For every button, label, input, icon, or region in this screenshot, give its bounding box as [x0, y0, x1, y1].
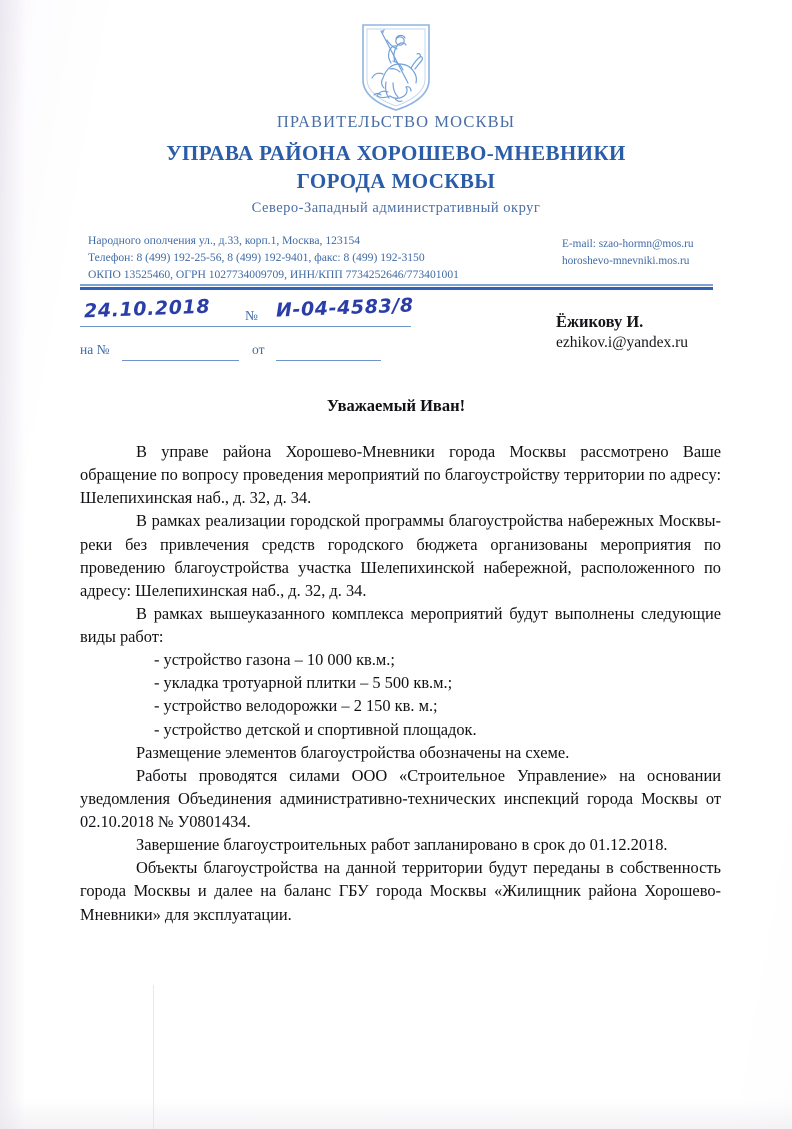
- contact-phone: Телефон: 8 (499) 192-25-56, 8 (499) 192-9401, факс: 8 (499) 192-3150: [88, 251, 425, 265]
- incoming-date-field-line[interactable]: [276, 360, 381, 361]
- reference-block: [80, 294, 500, 376]
- contact-email[interactable]: E-mail: szao-hormn@mos.ru: [562, 238, 694, 250]
- addressee-email[interactable]: ezhikov.i@yandex.ru: [556, 334, 689, 351]
- reference-row-outgoing: [80, 294, 500, 338]
- works-list-item: - устройство детской и спортивной площадок.: [154, 719, 477, 739]
- addressee-block: [556, 312, 688, 352]
- salutation: Уважаемый Иван!: [326, 396, 466, 415]
- outgoing-date-field-line[interactable]: [80, 326, 285, 327]
- district-line: Северо-Западный административный округ: [251, 200, 541, 216]
- contact-address: Народного ополчения ул., д.33, корп.1, Москва, 123154: [88, 234, 361, 247]
- outgoing-number-handwritten: И-04-4583/8: [275, 294, 415, 322]
- contact-website[interactable]: horoshevo-mnevniki.mos.ru: [562, 254, 690, 267]
- contact-registration-codes: ОКПО 13525460, ОГРН 1027734009709, ИНН/КПП 7734252646/773401001: [88, 268, 459, 282]
- works-list: [80, 648, 721, 741]
- moscow-coat-of-arms-icon: [359, 22, 433, 110]
- government-line: ПРАВИТЕЛЬСТВО МОСКВЫ: [276, 112, 516, 131]
- outgoing-date-handwritten: 24.10.2018: [83, 295, 211, 323]
- body-paragraph-7: Объекты благоустройства на данной территории будут переданы в собственность города Москвы и далее на баланс ГБУ города Москвы «Жилищник района Хорошево-Мневники» для эксплуатации.: [80, 858, 721, 924]
- body-paragraph-2: В рамках реализации городской программы благоустройства набережных Москвы-реки без привлечения средств городского бюджета организованы мероприятия по проведению благоустройства участка Шелепихинской набережной, расположенного по адресу: Шелепихинская наб., д. 32, д. 34.: [80, 511, 721, 600]
- organization-title-line-2: ГОРОДА МОСКВЫ: [296, 168, 496, 193]
- body-paragraph-5: Работы проводятся силами ООО «Строительное Управление» на основании уведомления Объединения административно-технических инспекций города Москвы от 02.10.2018 № У0801434.: [80, 765, 721, 831]
- incoming-number-label: на №: [80, 342, 110, 357]
- addressee-name: Ёжикову И.: [556, 312, 644, 331]
- body-paragraph-3: В рамках вышеуказанного комплекса мероприятий будут выполнены следующие виды работ:: [80, 603, 721, 646]
- emblem-container: [0, 22, 792, 117]
- contact-details: [88, 232, 459, 283]
- scan-edge-shadow-bottom: [0, 1099, 792, 1129]
- outgoing-number-field-line[interactable]: [266, 326, 411, 327]
- incoming-number-field-line[interactable]: [122, 360, 239, 361]
- works-list-item: - устройство велодорожки – 2 150 кв. м.;: [154, 696, 438, 716]
- incoming-date-label: от: [252, 342, 265, 357]
- organization-title-line-1: УПРАВА РАЙОНА ХОРОШЕВО-МНЕВНИКИ: [166, 141, 626, 165]
- body-paragraph-4: Размещение элементов благоустройства обозначены на схеме.: [136, 742, 570, 762]
- outgoing-number-label: №: [245, 308, 258, 323]
- header-separator-rule: [80, 284, 713, 290]
- reference-row-incoming: [80, 338, 500, 376]
- letter-body: [80, 440, 721, 926]
- organization-title: [0, 140, 792, 195]
- contact-web-details: [562, 236, 694, 270]
- works-list-item: - устройство газона – 10 000 кв.м.;: [154, 650, 395, 670]
- body-paragraph-6: Завершение благоустроительных работ запланировано в срок до 01.12.2018.: [136, 835, 668, 855]
- body-paragraph-1: В управе района Хорошево-Мневники города Москвы рассмотрено Ваше обращение по вопросу проведения мероприятий по благоустройству территории по адресу: Шелепихинская наб., д. 32, д. 34.: [80, 442, 721, 508]
- scan-fold-line: [153, 985, 154, 1129]
- works-list-item: - укладка тротуарной плитки – 5 500 кв.м.;: [154, 673, 453, 693]
